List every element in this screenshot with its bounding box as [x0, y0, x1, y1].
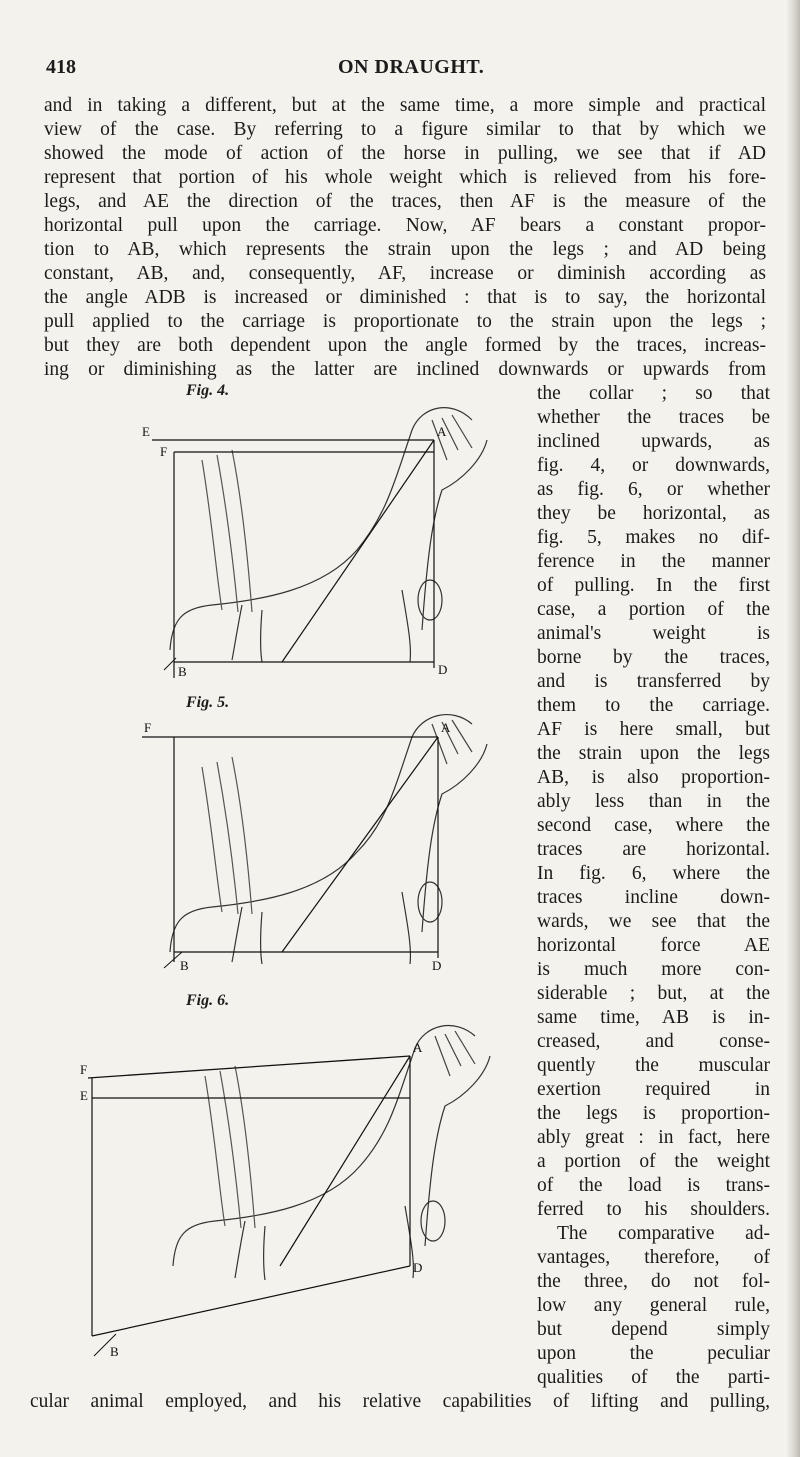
- text-line: the angle ADB is increased or diminished : that is to say, the horizontal: [44, 287, 766, 308]
- column-line: exertion required in: [537, 1079, 770, 1100]
- fig5-label-f: F: [144, 720, 152, 735]
- column-line: AF is here small, but: [537, 719, 770, 740]
- horse-sketch: [173, 1026, 490, 1280]
- column-line: whether the traces be: [537, 407, 770, 428]
- column-line: them to the carriage.: [537, 695, 770, 716]
- text-line: represent that portion of his whole weight which is relieved from his fore-: [44, 167, 766, 188]
- fig4-label-d: D: [438, 662, 448, 677]
- fig5-caption: Fig. 5.: [186, 694, 230, 711]
- column-line: second case, where the: [537, 815, 770, 836]
- text-line: tion to AB, which represents the strain upon the legs ; and AD being: [44, 239, 766, 260]
- fig6-label-a: A: [413, 1040, 423, 1055]
- column-line: of pulling. In the first: [537, 575, 770, 596]
- column-line: vantages, therefore, of: [537, 1247, 770, 1268]
- column-line: animal's weight is: [537, 623, 770, 644]
- fig6-caption: Fig. 6.: [186, 992, 230, 1009]
- horse-sketch: [170, 715, 487, 964]
- column-line: traces incline down-: [537, 887, 770, 908]
- column-line: the collar ; so that: [537, 383, 770, 404]
- fig4-caption: Fig. 4.: [186, 382, 230, 399]
- fig5-line-ab: [282, 737, 438, 952]
- column-line: ference in the manner: [537, 551, 770, 572]
- fig6-label-f: F: [80, 1062, 88, 1077]
- column-line: case, a portion of the: [537, 599, 770, 620]
- fig5-label-d: D: [432, 958, 442, 973]
- column-line: but depend simply: [537, 1319, 770, 1340]
- text-line: showed the mode of action of the horse in pulling, we see that if AD: [44, 143, 766, 164]
- fig4-line-ab: [282, 440, 434, 662]
- column-line: qualities of the parti-: [537, 1367, 770, 1388]
- fig6-label-d: D: [413, 1260, 423, 1275]
- column-line: ferred to his shoulders.: [537, 1199, 770, 1220]
- running-title: ON DRAUGHT.: [338, 56, 485, 78]
- column-line: the legs is proportion-: [537, 1103, 770, 1124]
- column-line: ably great : in fact, here: [537, 1127, 770, 1148]
- text-line: ing or diminishing as the latter are inclined downwards or upwards from: [44, 359, 766, 380]
- column-line: as fig. 6, or whether: [537, 479, 770, 500]
- fig5-label-a: A: [441, 720, 451, 735]
- column-line: same time, AB is in-: [537, 1007, 770, 1028]
- fig6-label-b: B: [110, 1344, 119, 1359]
- text-line: pull applied to the carriage is proportionate to the strain upon the legs ;: [44, 311, 766, 332]
- column-line: In fig. 6, where the: [537, 863, 770, 884]
- column-line: wards, we see that the: [537, 911, 770, 932]
- column-line: quently the muscular: [537, 1055, 770, 1076]
- column-line: creased, and conse-: [537, 1031, 770, 1052]
- fig6-line-ab: [280, 1056, 410, 1266]
- column-line: The comparative ad-: [557, 1223, 770, 1244]
- text-line: view of the case. By referring to a figure similar to that by which we: [44, 119, 766, 140]
- fig5-label-b: B: [180, 958, 189, 973]
- fig4-diagram: [142, 400, 522, 682]
- column-line: the strain upon the legs: [537, 743, 770, 764]
- text-line: and in taking a different, but at the same time, a more simple and practical: [44, 95, 766, 116]
- page-header: [0, 56, 800, 86]
- column-line: a portion of the weight: [537, 1151, 770, 1172]
- text-line: legs, and AE the direction of the traces, then AF is the measure of the: [44, 191, 766, 212]
- column-line: low any general rule,: [537, 1295, 770, 1316]
- column-line: the three, do not fol-: [537, 1271, 770, 1292]
- page-edge-shadow: [786, 0, 800, 1457]
- fig6-trace-line: [88, 1056, 410, 1078]
- fig6-label-e: E: [80, 1088, 88, 1103]
- fig6-line-bd: [92, 1266, 410, 1336]
- text-line-last: cular animal employed, and his relative capabilities of lifting and pulling,: [30, 1391, 770, 1412]
- fig4-label-e: E: [142, 424, 150, 439]
- column-line: borne by the traces,: [537, 647, 770, 668]
- fig4-label-f: F: [160, 444, 168, 459]
- column-line: fig. 5, makes no dif-: [537, 527, 770, 548]
- column-line: and is transferred by: [537, 671, 770, 692]
- text-line: constant, AB, and, consequently, AF, increase or diminish according as: [44, 263, 766, 284]
- column-line: upon the peculiar: [537, 1343, 770, 1364]
- text-line: horizontal pull upon the carriage. Now, AF bears a constant propor-: [44, 215, 766, 236]
- column-line: AB, is also proportion-: [537, 767, 770, 788]
- page-number: 418: [46, 56, 76, 78]
- fig4-label-a: A: [437, 424, 447, 439]
- column-line: ably less than in the: [537, 791, 770, 812]
- column-line: traces are horizontal.: [537, 839, 770, 860]
- fig4-label-b: B: [178, 664, 187, 679]
- fig5-diagram: [142, 712, 522, 977]
- column-line: horizontal force AE: [537, 935, 770, 956]
- text-line: but they are both dependent upon the angle formed by the traces, increas-: [44, 335, 766, 356]
- column-line: they be horizontal, as: [537, 503, 770, 524]
- column-line: inclined upwards, as: [537, 431, 770, 452]
- column-line: fig. 4, or downwards,: [537, 455, 770, 476]
- horse-sketch: [170, 408, 487, 662]
- column-line: of the load is trans-: [537, 1175, 770, 1196]
- column-line: siderable ; but, at the: [537, 983, 770, 1004]
- fig6-diagram: [80, 1016, 520, 1386]
- column-line: is much more con-: [537, 959, 770, 980]
